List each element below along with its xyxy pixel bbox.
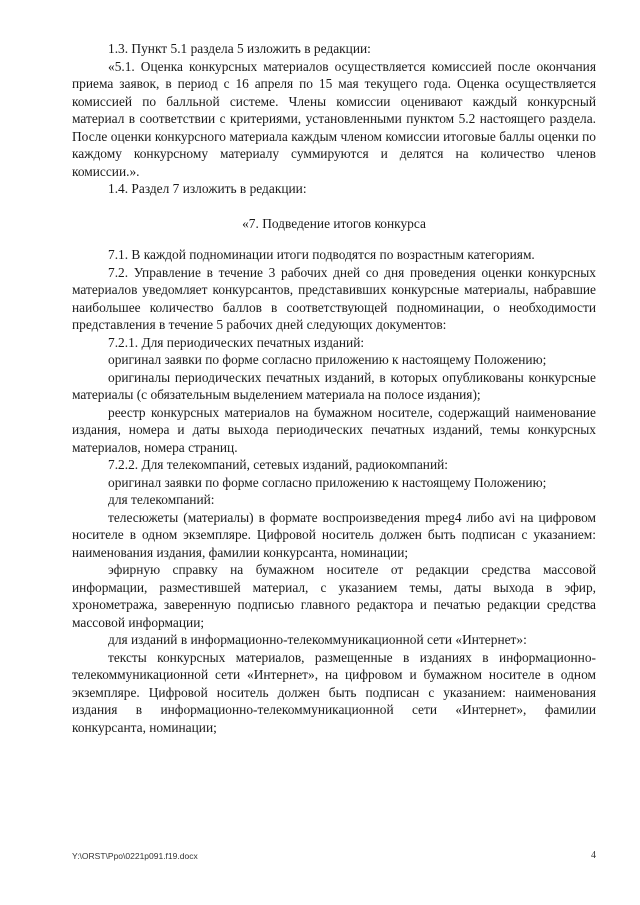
footer-file-path: Y:\ORST\Ppo\0221p091.f19.docx [72,851,198,861]
document-page [72,40,596,736]
section-title: «7. Подведение итогов конкурса [242,215,426,231]
paragraph-7-2-1: 7.2.1. Для периодических печатных изданий: [108,334,365,350]
paragraph-broadcast-reference: эфирную справку на бумажном носителе от редакции средства массовой информации, разместившей материал, с указанием темы, даты выхода в эфир, хронометража, заверенную подписью главного редактора и печатью редакции средства массовой информации; [72,562,596,630]
paragraph-internet-texts: тексты конкурсных материалов, размещенные в изданиях в информационно-телекоммуникационной сети «Интернет», на цифровом и бумажном носителе в одном экземпляре. Цифровой носитель должен быть подписан с указанием: наименования издания в информационно-телекоммуникационной сети «Интернет», фамилии конкурсанта, номинации; [72,649,596,735]
paragraph-original-editions: оригиналы периодических печатных изданий, в которых опубликованы конкурсные материалы (с обязательным выделением материала на полосе издания); [72,369,596,402]
paragraph-tv-stories: телесюжеты (материалы) в формате воспроизведения mpeg4 либо avi на цифровом носителе в одном экземпляре. Цифровой носитель должен быть подписан с указанием: наименования издания, фамилии конкурсанта, номинации; [72,509,596,560]
paragraph-7-2: 7.2. Управление в течение 3 рабочих дней со дня проведения оценки конкурсных материалов уведомляет конкурсантов, представивших конкурсные материалы, набравшие наибольшее количество баллов в соответствующей подноминации, о необходимости представления в течение 5 рабочих дней следующих документов: [72,264,596,332]
paragraph-1-3: 1.3. Пункт 5.1 раздела 5 изложить в редакции: [108,41,371,56]
paragraph-5-1: «5.1. Оценка конкурсных материалов осуществляется комиссией после окончания приема заявок, в период с 16 апреля по 15 мая текущего года. Оценка осуществляется комиссией по балльной системе. Члены комиссии оценивают каждый конкурсный материал в соответствии с критериями, установленными пунктом 5.2 настоящего раздела. После оценки конкурсного материала каждым членом комиссии итоговые баллы оценки по каждому конкурсному материалу суммируются и делятся на количество членов комиссии.». [72,58,596,179]
footer-page-number: 4 [591,850,596,861]
paragraph-for-tv: для телекомпаний: [108,492,215,507]
paragraph-7-2-2: 7.2.2. Для телекомпаний, сетевых изданий, радиокомпаний: [108,457,449,472]
paragraph-original-application: оригинал заявки по форме согласно приложению к настоящему Положению; [108,352,547,367]
paragraph-1-4: 1.4. Раздел 7 изложить в редакции: [108,181,307,196]
paragraph-original-application-2: оригинал заявки по форме согласно приложению к настоящему Положению; [108,474,547,490]
paragraph-registry: реестр конкурсных материалов на бумажном носителе, содержащий наименование издания, номера и даты выхода периодических печатных изданий, темы конкурсных материалов, номера страниц. [72,404,596,455]
paragraph-for-internet: для изданий в информационно-телекоммуникационной сети «Интернет»: [108,632,527,647]
paragraph-7-1: 7.1. В каждой подноминации итоги подводятся по возрастным категориям. [108,247,535,262]
